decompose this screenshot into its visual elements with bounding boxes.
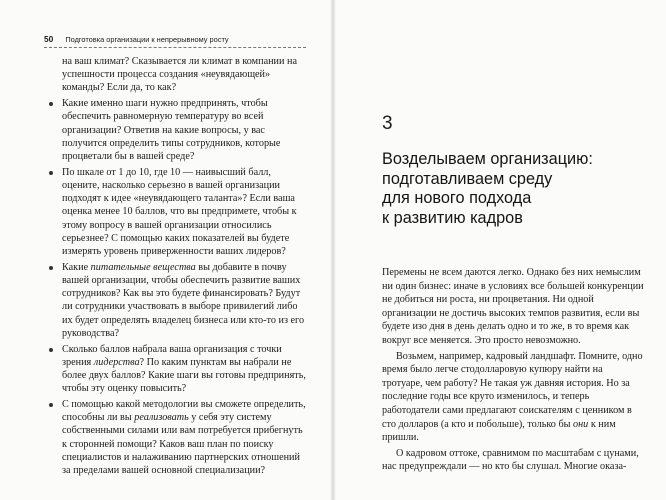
emphasis: они [573,418,589,430]
list-item-text: Какие именно шаги нужно предпринять, чтобы обеспечить равномерную температуру во всей организации? Ответив на какие вопросы, у вас получится определить типы сотрудников, которые процветали бы в вашей среде? [62,98,281,163]
list-item [44,398,308,477]
bullet-icon [49,171,53,175]
book-gutter [330,0,336,500]
paragraph: О кадровом оттоке, сравнимом по масштабам с цунами, нас предупреждали — но кто бы слушал. Многие оказа- [382,447,639,473]
list-item-text: у себя эту систему собственными силами или вам потребуется прибегнуть к сторонней помощи? Каков ваш план по поиску специалистов и налаживанию партнерских отношений за пределами вашей основной специализации? [62,412,303,477]
right-page [334,0,666,500]
question-list [44,97,308,477]
bullet-icon [49,102,53,106]
list-item [44,261,308,340]
chapter-title-line: Возделываем организацию: [382,150,593,168]
chapter-number: 3 [382,113,393,134]
list-item [44,343,308,396]
list-item-text: ? По каким пунктам вы набрали не более двух баллов? Какие шаги вы готовы предпринять, чтобы эту оценку повысить? [62,356,306,395]
list-item-text: вы добавите в почву вашей организации, чтобы обеспечить развитие ваших сотрудников? Как вы это будете финансировать? Будут ли сотрудники участвовать в выборе привилегий либо их будет определять владелец бизнеса или кто-то из его руководства? [62,261,305,339]
paragraph-text: к ним пришли. [382,418,616,444]
list-item-text: С помощью какой методологии вы сможете определить, способны ли вы [62,399,306,424]
bullet-icon [49,348,53,352]
continued-text: на ваш климат? Сказывается ли климат в компании на успешности процесса создания «неувядающей» команды? Если да, то как? [62,56,297,94]
chapter-title-line: для нового подхода [382,189,532,208]
running-head-title: Подготовка организации к непрерывному росту [65,35,229,44]
bullet-icon [49,266,53,270]
paragraph-text: Возьмем, например, кадровый ландшафт. Помните, одно время было легче стодолларовую купюру найти на тротуаре, чем работу? Не такая уж давняя история. Но за последние годы все круто изменилось, и теперь работодатели сами предлагают соискателям с ценником в сто долларов (а кто и побольше), только бы [382,350,643,430]
emphasis: питательные вещества [90,261,196,273]
bullet-icon [49,403,53,407]
list-item-text: По шкале от 1 до 10, где 10 — наивысший балл, оцените, насколько серьезно в вашей организации подходят к идее «неувядающего таланта»? Если ваша оценка менее 10 баллов, что вы предпримете, чтобы к этому вопросу в вашей организации относились серьезнее? С помощью каких показателей вы будете измерять уровень приверженности ваших лидеров? [62,166,297,258]
emphasis: реализовать [134,412,189,424]
paragraph [382,350,644,445]
list-item-text: Какие [62,261,91,273]
emphasis: лидерства [93,356,140,368]
header-rule [44,47,306,48]
left-page-body [44,55,308,477]
running-head [44,34,304,44]
chapter-title-line: к развитию кадров [382,208,523,227]
list-item [44,166,308,258]
paragraph: Перемены не всем даются легко. Однако без них немыслим ни один бизнес: иначе в условиях все большей конкуренции не добиться ни роста, ни процветания. Ни одной организации не достичь высоких темпов развития, если вы будете изо дня в день делать одно и то же, в то время как вокруг все меняется. Это просто невозможно. [382,267,644,346]
list-item-text: Сколько баллов набрала ваша организация с точки зрения [62,343,282,368]
chapter-title [382,150,652,228]
page-number: 50 [44,34,54,44]
chapter-title-line: подготавливаем среду [382,169,553,188]
right-page-body [382,266,644,476]
list-item [44,97,308,163]
